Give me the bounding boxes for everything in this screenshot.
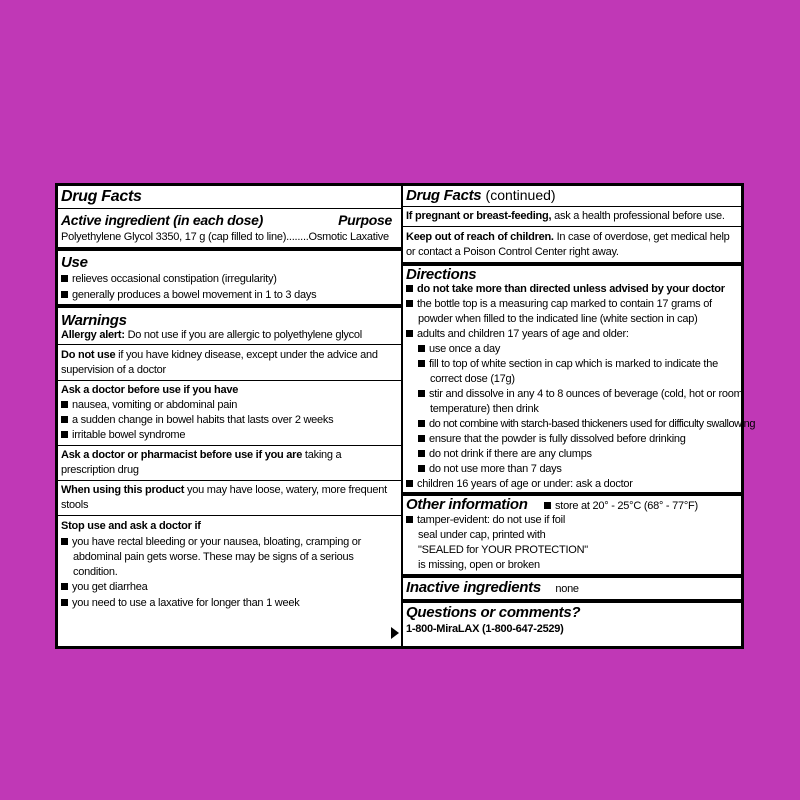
questions-heading: Questions or comments? xyxy=(406,604,581,621)
when-using: When using this product you may have loose, watery, more frequent xyxy=(61,484,387,496)
list-item: the bottle top is a measuring cap marked to contain 17 grams of xyxy=(406,298,738,311)
list-item-cont: is missing, open or broken xyxy=(418,559,540,571)
allergy-alert: Allergy alert: Do not use if you are allergic to polyethylene glycol xyxy=(61,329,362,341)
list-item: you have rectal bleeding or your nausea, bloating, cramping or xyxy=(61,536,398,549)
list-item-cont: abdominal pain gets worse. These may be signs of a serious xyxy=(73,551,354,563)
list-item: a sudden change in bowel habits that lasts over 2 weeks xyxy=(61,414,398,427)
list-item: tamper-evident: do not use if foil xyxy=(406,514,738,527)
keep-out-of-reach-cont: or contact a Poison Control Center right away. xyxy=(406,246,619,258)
ask-pharmacist-cont: prescription drug xyxy=(61,464,139,476)
stop-use-heading: Stop use and ask a doctor if xyxy=(61,520,201,532)
active-ingredient-heading: Active ingredient (in each dose) Purpose xyxy=(61,212,392,228)
list-item-cont: powder when filled to the indicated line (white section in cap) xyxy=(418,313,698,325)
warnings-heading: Warnings xyxy=(61,312,127,329)
do-not-use-cont: supervision of a doctor xyxy=(61,364,166,376)
list-item: you get diarrhea xyxy=(61,581,398,594)
list-item: you need to use a laxative for longer than 1 week xyxy=(61,597,398,610)
right-column xyxy=(403,186,756,646)
list-item: do not take more than directed unless advised by your doctor xyxy=(406,283,738,296)
drug-facts-label xyxy=(55,183,756,649)
active-ingredient-line: Polyethylene Glycol 3350, 17 g (cap filled to line)........Osmotic Laxative xyxy=(61,231,389,243)
drug-facts-continued-title: Drug Facts (continued) xyxy=(406,187,556,204)
inactive-ingredients: Inactive ingredients none xyxy=(406,579,579,596)
list-item: do not use more than 7 days xyxy=(406,463,738,476)
ask-pharmacist: Ask a doctor or pharmacist before use if you are taking a xyxy=(61,449,342,461)
directions-heading: Directions xyxy=(406,266,477,283)
questions-phone: 1-800-MiraLAX (1-800-647-2529) xyxy=(406,623,564,635)
list-item: generally produces a bowel movement in 1 to 3 days xyxy=(61,289,398,302)
list-item: adults and children 17 years of age and older: xyxy=(406,328,738,341)
continue-arrow-icon xyxy=(391,627,399,639)
list-item: do not combine with starch-based thickeners used for difficulty swallowing xyxy=(406,418,738,431)
ask-doctor-heading: Ask a doctor before use if you have xyxy=(61,384,239,396)
other-information: Other information store at 20° - 25°C (68° - 77°F) xyxy=(406,496,698,513)
list-item: children 16 years of age or under: ask a doctor xyxy=(406,478,738,491)
list-item-cont: correct dose (17g) xyxy=(430,373,515,385)
pregnant-warning: If pregnant or breast-feeding, ask a health professional before use. xyxy=(406,210,725,222)
list-item: nausea, vomiting or abdominal pain xyxy=(61,399,398,412)
list-item: ensure that the powder is fully dissolved before drinking xyxy=(406,433,738,446)
keep-out-of-reach: Keep out of reach of children. In case of overdose, get medical help xyxy=(406,231,730,243)
list-item-cont: seal under cap, printed with xyxy=(418,529,546,541)
list-item: do not drink if there are any clumps xyxy=(406,448,738,461)
list-item: irritable bowel syndrome xyxy=(61,429,398,442)
list-item: relieves occasional constipation (irregularity) xyxy=(61,273,398,286)
drug-facts-title: Drug Facts xyxy=(61,188,142,205)
list-item-cont: "SEALED for YOUR PROTECTION" xyxy=(418,544,588,556)
list-item: use once a day xyxy=(406,343,738,356)
left-column xyxy=(58,186,401,646)
list-item-cont: condition. xyxy=(73,566,118,578)
list-item: fill to top of white section in cap which is marked to indicate the xyxy=(406,358,738,371)
list-item-cont: temperature) then drink xyxy=(430,403,539,415)
do-not-use: Do not use if you have kidney disease, except under the advice and xyxy=(61,349,378,361)
list-item: stir and dissolve in any 4 to 8 ounces of beverage (cold, hot or room xyxy=(406,388,738,401)
when-using-cont: stools xyxy=(61,499,89,511)
use-heading: Use xyxy=(61,254,88,271)
purpose-heading: Purpose xyxy=(338,212,392,228)
